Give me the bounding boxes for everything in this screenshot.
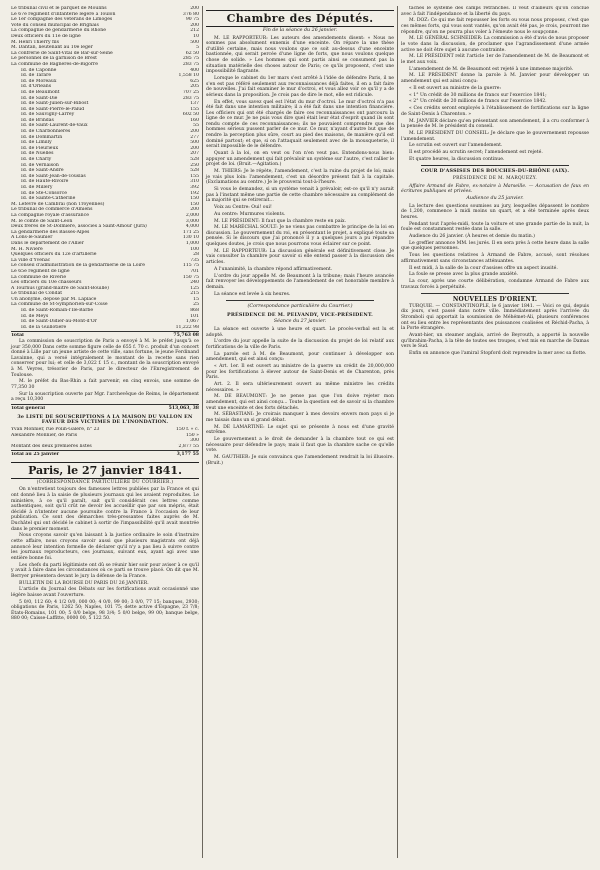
item-amount: 150 » — [185, 432, 199, 438]
item-amount: 283 75 — [182, 95, 199, 101]
seance-article — [206, 327, 394, 466]
item-label: Le 1er compagnie des vétérans de Limoges — [11, 17, 113, 23]
item-amount: 101 — [190, 313, 199, 319]
item-label: Id. de Moreaux — [21, 78, 57, 84]
item-label: Id. de Haute-Rivoire — [21, 179, 69, 185]
item-amount: 707 25 — [182, 89, 199, 95]
paragraph: La cour, après une courte délibération, condamne Armand de Fabre aux travaux forcés à perpétuité. — [401, 279, 589, 290]
item-amount: 11,222 98 — [175, 324, 199, 330]
paragraph: tachés le système des camps retranchés. Il veut d'ailleurs qu'on conclue avec à fait l'indépendance et la liberté du pays. — [401, 6, 589, 17]
item-amount: 528 — [190, 157, 199, 163]
paragraph: Et quatre heures, la discussion continue. — [409, 156, 505, 162]
victims-list — [11, 427, 199, 438]
paragraph: Pendant tout l'après-midi, toute la voiture et une grande partie de la nuit, la foule est constamment restée dans la salle. — [401, 221, 589, 233]
item-label: Id. de Limilly — [21, 140, 52, 146]
paragraph: La séance est levée à six heures. — [214, 291, 291, 297]
paragraph: Tous les questions relatives à Armand de Fabre, accusé, sont résolues affirmativement sans circonstances atténuantes. — [401, 253, 589, 264]
paragraph: M. LE PRÉSIDENT DU CONSEIL: Je déclare que le gouvernement repousse l'amendement. — [401, 130, 589, 142]
paris-masthead: Paris, le 27 janvier 1841. — [11, 462, 199, 479]
item-amount: 3,000 — [185, 218, 199, 224]
divider — [421, 165, 569, 166]
cour-presidence: PRÉSIDENCE DE M. MARQUEZY. — [452, 176, 538, 182]
item-amount: 500 — [190, 39, 199, 45]
paragraph: Il est procédé au scrutin secret; l'amendement est rejeté. — [409, 150, 543, 156]
item-label: Id. de Meys — [21, 313, 49, 319]
divider — [421, 293, 569, 294]
item-amount: 602 50 — [182, 112, 199, 118]
item-amount: 400 — [190, 67, 199, 73]
item-label: La commune de St-Symphorien-sur-Coise — [11, 302, 108, 308]
cour-heading: COUR D'ASSISES DES BOUCHES-DU-RHÔNE (AIX). — [420, 168, 570, 175]
item-amount: 285 75 — [182, 56, 199, 62]
item-amount: 150 75 — [182, 274, 199, 280]
item-amount: 376 80 — [182, 11, 199, 17]
paragraph: « Il est ouvert au ministre de la guerre: — [409, 85, 501, 91]
grand-total: Total général 513,063, 38 — [11, 406, 199, 412]
item-label: La gendarmerie des Basses-Alpes — [11, 229, 90, 235]
paragraph: L'ordre du jour appelle la suite de la discussion du projet de loi relatif aux fortifications de la ville de Paris. — [206, 339, 394, 350]
item-amount: 1,000 — [185, 240, 199, 246]
item-label: A Tournus (grand-maître de Saint-Bouille) — [11, 285, 109, 291]
item-amount: 90 75 — [185, 17, 199, 23]
item-amount: 4,000 — [185, 224, 199, 230]
paragraph: Enfin on annonce que l'amiral Stopford doit reprendre la mer avec sa flotte. — [409, 350, 587, 356]
affaire-title: Affaire Armand de Fabre, ex-notaire à Marseille. — Accusation de faux en écritures publiques et privées. — [401, 183, 589, 195]
seance-date: Séance du 27 janvier. — [273, 319, 327, 325]
paragraph: Lorsque le cabinet du 1er mars s'est arrêté à l'idée de défendre Paris, il ne s'en est pas référé seulement aux reconnaissances déjà faites, il en a fait faire de nouvelles. J'ai fait examiner le mur d'octroi, et vous allez voir ce qu'il y a de sérieux dans la proposition. Je crois pas de dire le mot, elle est ridicule. — [206, 75, 394, 98]
item-label: Les officiers du 10e chasseurs — [11, 280, 82, 286]
paragraph: M. LE RAPPORTEUR: La discussion générale est définitivement close. Je vais consulter la chambre pour savoir si elle entend passer à la discussion des articles. — [206, 248, 394, 266]
item-label: Id. de Millery — [21, 185, 53, 190]
subscription-total: Total 75,763 08 — [11, 333, 199, 339]
item-label: Id. de Saint-Romain-l'Île-Barbe — [21, 308, 94, 314]
paragraph: 5 0/0, 112 60; 4 1/2 0/0, 000 00; 4 0/0, 99 00; 3 0/0, 77 15; banques, 2930; obligations de Paris, 1262 50; Naples, 101 75; dette active d'Espagne, 23 7/8; États-Romains, 101 00; 5 0/0 belge, 98 3/4; 5 0/0 belge, 99 00; banque belge, 880 00; Caisse-Laffitte, 0000 00, 5 122 50. — [11, 599, 199, 622]
item-label: Id. d'Orléans — [21, 84, 52, 90]
paragraph: Les chefs du parti légitimiste ont dû se réunir hier soir pour aviser à ce qu'il y avait à faire dans les circonstances où ce parti se trouve placé. On dit que M. Berryer présentera devant le jury la défense de la France. — [11, 562, 199, 579]
item-label: Id. de Charly — [21, 157, 52, 163]
item-label: Vote du conseil municipal de Brignais — [11, 22, 99, 28]
commission-note: La commission de souscription de Paris a envoyé à M. le préfet jusqu'à ce jour 350,000 Dans cette somme figure celle de 655 f. 70 c. produit d'un concert donné à Lille par un jeune artiste de cette ville, sans fortune, le jeune Ferdinand Lavainne, qui a versé intégralement le montant de la recette sans rien conserver pour lui; et celle de 3,022 f. 15 c., montant de la souscription envoyé à M. Veyres, trésorier de Paris, par le directeur de l'Enregistrement de Toulouse. — [11, 339, 199, 378]
item-label: Id. de Saint-Julien-sur-Bibost — [21, 101, 89, 107]
item-label: Le tribunal de Condat — [11, 291, 63, 297]
paragraph: Le scrutin est ouvert sur l'amendement. — [409, 143, 503, 149]
item-amount: 115 75 — [182, 263, 199, 269]
item-label: Dans le département de l'Allier — [11, 240, 84, 246]
paragraph: « 2° Un crédit de 20 millions de francs sur l'exercice 1842. — [409, 99, 547, 105]
item-label: Id. de Saint-André — [21, 168, 64, 174]
item-amount: 200 — [190, 207, 199, 213]
commune-subscription-list-2 — [11, 308, 199, 330]
previous-lists: Montant des deux premières listes 2,877 55 — [11, 443, 199, 449]
column-middle — [202, 6, 397, 858]
paragraph: Le greffier annonce MM. les jurés. Il en sera près à cette heure dans la salle que quelques personnes. — [401, 240, 589, 252]
paragraph: L'amendement de M. de Beaumont est rejeté à une immense majorité. — [409, 66, 574, 72]
sub-total: 300 — [190, 438, 199, 444]
item-amount: 100 — [190, 246, 199, 252]
item-label: M. H. Nivière — [11, 246, 43, 252]
item-label: Alexandre Monnier, de Paris — [11, 432, 78, 438]
item-label: Id. de Saint-Jean-de-Touslas — [21, 173, 86, 179]
item-amount: 250 — [190, 162, 199, 168]
item-label: M. Dantan, lieutenant au 10e léger — [11, 45, 93, 51]
subscription-list — [11, 6, 199, 68]
paragraph: « Art. 1er. Il est ouvert au ministre de la guerre un crédit de 20,000,000 pour les fortifications à élever autour de Saint-Denis et de Charenton, près Paris. — [206, 364, 394, 381]
paragraph: Avant-hier, un steamer anglais, arrivé de Beyrouth, a apporté la nouvelle qu'Ibrahim-Pacha, à la tête de toutes ses troupes, s'est mis en marche de Damas vers le Sud. — [401, 333, 589, 350]
paragraph: La parole est à M. de Beaumont, pour continuer à développer son amendement, qui est ainsi conçu: — [206, 351, 394, 363]
item-label: Id. de Saint-Pierre-le-Palud — [21, 106, 85, 112]
item-label: M. le comte de Saint-Léon — [11, 218, 73, 224]
item-label: Id. de Saint-Dié — [21, 95, 58, 101]
item-amount: 200 — [190, 22, 199, 28]
paragraph: Si vous le demandez, si un système venait à prévaloir, est-ce qu'il n'y aurait pas à l'instant même une partie de cette chambre nécessaire au complément de la majorité qui se retirerait... — [206, 186, 394, 204]
item-amount: 215 — [190, 291, 199, 297]
audience-date: Audience du 25 janvier. — [466, 196, 524, 202]
paragraph: L'ordre du jour appelle M. de Beaumont à la tribune; mais l'heure avancée fait renvoyer les développements de l'amendement de cet honorable membre à demain. — [206, 273, 394, 290]
item-amount: 1,558 10 — [178, 73, 199, 79]
item-label: Id. de la Guillotière — [21, 324, 67, 330]
paragraph: M. DE BEAUMONT: Je ne pense pas que l'on doive rejeter mon amendement, qui est ainsi conçu... Toute la question est de savoir si la chambre veut une enceinte et des forts détachés. — [206, 394, 394, 411]
paragraph: TURQUIE. — CONSTANTINOPLE, le 6 janvier 1841. — Voici ce qui, depuis dix jours, s'est passé dans notre ville. Immédiatement après l'arrivée du Stromboli qui apportait la soumission de Méhémet-Ali, plusieurs conférences ont eu lieu entre les représentants des puissances coalisées et Réchid-Pacha, à la Porte étrangère. — [401, 303, 589, 332]
item-label: Id. de Vernaison — [21, 162, 59, 168]
paragraph: Le gouvernement a le droit de demander à la chambre tout ce qui est nécessaire pour défendre le pays; mais il faut que la chambre sache ce qu'elle vote. — [206, 437, 394, 454]
item-label: Id. de Charbonnières — [21, 129, 71, 135]
item-label: Le 65e régiment de ligne — [11, 268, 70, 274]
item-label: M. Lefèvre de Cambrai (non Troyennes) — [11, 201, 105, 207]
paragraph: A l'unanimité, la chambre répond affirmativement. — [214, 266, 333, 272]
paragraph: Au centre: Murmures violents. — [214, 211, 286, 217]
orient-article — [401, 304, 589, 357]
item-label: Id. de Dommartin — [21, 134, 63, 140]
item-amount: 25 — [193, 302, 199, 308]
item-amount: 155 — [190, 173, 199, 179]
newspaper-page — [8, 6, 592, 858]
item-amount: 500 — [190, 140, 199, 146]
item-amount: 137 — [190, 101, 199, 107]
paragraph: Art. 2. Il sera ultérieurement ouvert au même ministre les crédits nécessaires. » — [206, 382, 394, 393]
paragraph: BULLETIN DE LA BOURSE DU PARIS DU 26 JANVIER. — [19, 580, 149, 586]
column-right — [397, 6, 592, 858]
paragraph: M. LE RAPPORTEUR: Les auteurs des amendements disent: « Nous ne sommes pas absolument ennemis d'une enceinte. On répare la une thèse d'utilité certaine, mais nous voulons que ce soit au-dessus d'une enceinte bastionnée, qui serait percée d'une ligne de forts, que nous voulons quelque chose de solide. » Les hommes qui sont partis ainsi se consument pas la situation matérielle des choses autour de Paris; ce qu'ils proposent, c'est une impossibilité flagrante. — [206, 35, 394, 75]
paragraph: M. LE PRÉSIDENT: Il faut que la chambre reste en paix. — [214, 218, 347, 224]
item-label: Le 67e régiment d'infanterie légère à Toulon — [11, 11, 116, 17]
item-label: La compagnie royale d'assurance — [11, 212, 89, 218]
item-amount: 2,000 — [185, 212, 199, 218]
item-amount: 130 10 — [182, 235, 199, 241]
item-amount: 240 — [190, 280, 199, 286]
paragraph: L'article du Journal des Débats sur les fortifications avait occasionné une légère baisse avant l'ouverture. — [11, 587, 199, 598]
chamber-subtitle: Fin de la séance du 26 janvier. — [262, 28, 338, 33]
chamber-masthead: Chambre des Députés. — [206, 10, 394, 27]
paragraph: Nous croyons savoir qu'en laissant à la justice ordinaire le soin d'instruire cette affaire, nous croyons savoir aussi que plusieurs magistrats ont déjà annoncé leur intention formelle de déclarer qu'il n'y a pas lieu à suivre contre les journaux reproducteurs, ces journaux, suivant eux, ayant agi avec une entière bonne foi. — [11, 533, 199, 561]
paragraph: M. DE LAMARTINE: Le sujet qui se présente à nous est d'une gravité extrême. — [206, 424, 394, 436]
item-label: La commune de Rivérie — [11, 274, 67, 280]
item-amount: 625 — [190, 78, 199, 84]
item-label: La ville d'Yvenac — [11, 257, 51, 263]
paragraph: M. SÉBASTIANI: Je croirais manquer à mes devoirs envers mon pays si je me taisais dans un si grand débat. — [206, 412, 394, 423]
paris-subtitle: (CORRESPONDANCE PARTICULIÈRE DU COURRIER.) — [36, 479, 174, 485]
item-amount: 200 — [190, 145, 199, 151]
item-amount: 277 — [190, 134, 199, 140]
paris-article — [11, 487, 199, 622]
paragraph: M. LE MARÉCHAL SOULT: Je ne viens pas combattre le principe de la loi en discussion. Le gouvernement du roi, en présentant le projet, a expliqué toute sa pensée. Si le discours que j'ai prononcé il y a quelques jours a pu répandre quelques doutes, je crois que nous pourrons vous éclairer sur ce point. — [206, 225, 394, 248]
cour-article — [401, 204, 589, 291]
item-label: Id. de Nuelles — [21, 151, 54, 157]
item-amount: 55 — [193, 123, 199, 129]
item-amount: 192 — [190, 190, 199, 196]
item-label: Le personnel de la garnison de Brest — [11, 56, 98, 62]
paragraph: M. LE PRÉSIDENT relit l'article 1er de l'amendement de M. de Beaumont et le met aux voix. — [401, 54, 589, 65]
presidence-heading: PRÉSIDENCE DE M. PELVANDY, VICE-PRÉSIDENT. — [227, 311, 373, 318]
reims-note: Sur la souscription ouverte par Mgr. l'archevêque de Reims, le département a reçu 10,300 — [11, 391, 199, 403]
item-label: Un anonyme, déposé par M. Laplace — [11, 296, 97, 302]
item-label: Le tribunal civil et le parquet de Moulins — [11, 6, 107, 11]
item-amount: 160 — [190, 117, 199, 123]
item-amount: 5 — [196, 45, 199, 51]
item-label: Id. de Fleurieux — [21, 145, 59, 151]
item-amount: 868 — [190, 308, 199, 314]
paragraph: M. THIERS: Je le répète, l'amendement, c'est la ruine du projet de loi; mais je vais plus loin: l'amendement, c'est un désordre présent fait à la capitale. (Exclamations au centre.) Je le prouverai tout-à-l'heure. — [206, 169, 394, 186]
paragraph: En effet, vous savez quel est l'état du mur d'octroi. Le mur d'octroi n'a pas été fait dans une intention militaire; il a été fait dans une intention financière. Les officiers qui ont été chargés de faire ces reconnaissances ont parcouru la ligne de ce mur. Je ne puis vous dire quel était leur état d'esprit quand ils sont rendu compte de ces reconnaissances; ils ne pouvaient comprendre que des hommes sérieux pussent parler de ce mur. Ce mur, n'ayant d'autre but que de rendre la perception plus sûre, court au pied des maisons, de manière qu'il est dominé partout; et que, si on l'attaquait seulement avec de la mousqueterie, il serait impossible de le défendre. — [206, 99, 394, 150]
list-heading: 3e LISTE DE SOUSCRIPTIONS A LA MAISON DU VALLON EN FAVEUR DES VICTIMES DE L'INONDATION. — [17, 413, 193, 426]
paragraph: M. LE PRÉSIDENT donne la parole à M. Janvier pour développer un amendement qui est ainsi conçu: — [401, 73, 589, 85]
nouvelles-heading: NOUVELLES D'ORIENT. — [452, 296, 538, 304]
item-amount: 150 — [190, 196, 199, 202]
item-amount: 212 — [190, 28, 199, 34]
item-amount: 283 75 — [182, 61, 199, 67]
paragraph: On n'entretient toujours des fameuses lettres publiées par la France et qui ont donné lieu à la saisie de plusieurs journaux qui les avaient reproduites. Le ministère, à ce qu'il paraît, sait qu'il considérait ces lettres comme authentiques, soit qu'il crût ne devoir les accueillir que par son mépris, était décidé à n'intenter aucune poursuite contre la France à l'occasion de leur publication. Ce sont des démarches très-pressantes faites auprès de M. Duchâtel qui ont décidé le cabinet à sortir de l'impassibilité qu'il avait montrée dans le premier moment. — [11, 487, 199, 532]
item-amount: 125 — [190, 285, 199, 291]
bas-rhin-note: M. le préfet du Bas-Rhin a fait parvenir, en cinq envois, une somme de 77,350 30 — [11, 379, 199, 390]
paragraph: La foule se presse avec la plus grande anxiété. — [409, 272, 519, 278]
correspondance-line: (Correspondance particulière du Courrier.) — [247, 304, 353, 310]
item-label: Id. de Brindas — [21, 117, 54, 123]
list-item — [11, 325, 199, 331]
item-amount: 735 — [190, 257, 199, 263]
paragraph: Quant à la loi, on en veut ou l'on n'en veut pas. Entendons-nous bien: appuyer un amendement qui fait prévaloir un système sur l'autre, c'est rallier le projet de loi. (Bruit.—Agitation.) — [206, 151, 394, 168]
item-amount: 1,067 — [185, 319, 199, 325]
final-total: Total au 25 janvier 3,177 55 — [11, 452, 199, 458]
commune-subscription-list — [11, 68, 199, 202]
item-amount: 205 — [190, 84, 199, 90]
item-amount: 150 — [190, 201, 199, 207]
chamber-article — [206, 36, 394, 298]
item-amount: 150 f. » c. — [176, 426, 199, 432]
paragraph: La lecture des questions soumises au jury, lesquelles dépassent le nombre de 1,200, commence à midi moins un quart, et a été terminée après deux heures. — [401, 203, 589, 220]
item-amount: 28 — [193, 252, 199, 258]
item-label: Id. de Sainte-Catherine — [21, 196, 76, 202]
item-label: M. Henri Thierry fils — [11, 39, 59, 45]
subscription-list-continued — [11, 202, 199, 308]
item-label: Deux frères de St-Dolmière, associés à Saint-Amour (Jura) — [11, 224, 147, 230]
item-label: La confrérie de Saint-Vital de Bar-sur-Seine — [11, 50, 113, 56]
item-amount: 528 — [190, 168, 199, 174]
item-label: Id. de Saint-Laurent-de-Vaux — [21, 123, 88, 129]
paragraph: Voix au Centre: Oui! oui! — [214, 204, 272, 210]
paragraph: M. LE GÉNÉRAL SCHNEIDER: La commission a été d'avis de nous proposer le vote dans la discussion, de proclamer que l'agrandissement d'une armée active ne doit être sujet à aucune contrainte. — [401, 36, 589, 53]
paragraph: M. GAUTHIER: Je suis convaincu que l'amendement rendrait la loi illusoire. (Bruit.) — [206, 455, 394, 466]
item-label: Deux officiers du 11e de ligne — [11, 33, 81, 39]
paragraph: La séance est ouverte à une heure et quart. Le procès-verbal est lu et adopté. — [206, 326, 394, 338]
paragraph: Il est midi, à la salle de la cour d'assises offre un aspect inusité. — [409, 265, 558, 271]
item-label: Id. de Caponne — [21, 67, 57, 73]
paragraph: Audience du 26 janvier. (À heures et demie du matin.) — [409, 233, 535, 239]
paragraph: « 1° Un crédit de 30 millions de francs sur l'exercice 1841; — [409, 92, 547, 98]
debate-continued — [401, 6, 589, 162]
item-label: Quelques officiers du 12e d'artillerie — [11, 252, 97, 258]
item-amount: 200 — [190, 6, 199, 11]
item-label: Id. de Saint-Didier-au-Mont-d'Or — [21, 319, 97, 325]
item-label: A Lons-le-Saunier — [11, 235, 53, 241]
item-label: La compagnie de gendarmerie du Rhône — [11, 28, 106, 34]
item-label: La commune de Bagnères-de-Bigorre — [11, 61, 98, 67]
divider — [226, 300, 374, 301]
item-amount: 207 — [190, 151, 199, 157]
paragraph: M. DOZ: Ce qui me fait repousser les forts ou vous nous proposez, c'est que ces mêmes forts, qui vous sont vantés, qu'on avait été pas, je crois, pourront me répondre, qu'on ne pourra plus voler à l'émeute nous le soupçonne. — [401, 18, 589, 35]
column-left — [8, 6, 202, 858]
item-amount: 155 — [190, 106, 199, 112]
item-amount: 701 — [190, 268, 199, 274]
item-label: Id. de Sauvigny-Larrey — [21, 112, 75, 118]
item-label: Le conseil d'administration de la gendarmerie de la Loire — [11, 263, 145, 269]
item-amount: 310 — [190, 179, 199, 185]
item-label: Id. de Ste-Consorce — [21, 190, 67, 196]
item-amount: 62 50 — [185, 50, 199, 56]
item-label: Id. de Tarare — [21, 73, 52, 79]
item-amount: 15 — [193, 296, 199, 302]
paragraph: M. JANVIER déclare qu'en présentant son amendement, il a cru conformer à la pensée de M. le président du conseil. — [401, 118, 589, 130]
item-label: Id. de Beaumont — [21, 89, 60, 95]
paragraph: « Ces crédits seront employés à l'établissement de fortifications sur la ligne de Saint-Denis à Charenton. » — [401, 106, 589, 117]
item-amount: 171 25 — [182, 229, 199, 235]
item-amount: 200 — [190, 129, 199, 135]
item-amount: 10 — [193, 33, 199, 39]
item-label: Yvan Monnier, rue Polin-Galère, n° 23 — [11, 426, 100, 432]
item-amount: 392 — [190, 185, 199, 190]
item-label: Le tribunal de commerce d'Amiens — [11, 207, 93, 213]
